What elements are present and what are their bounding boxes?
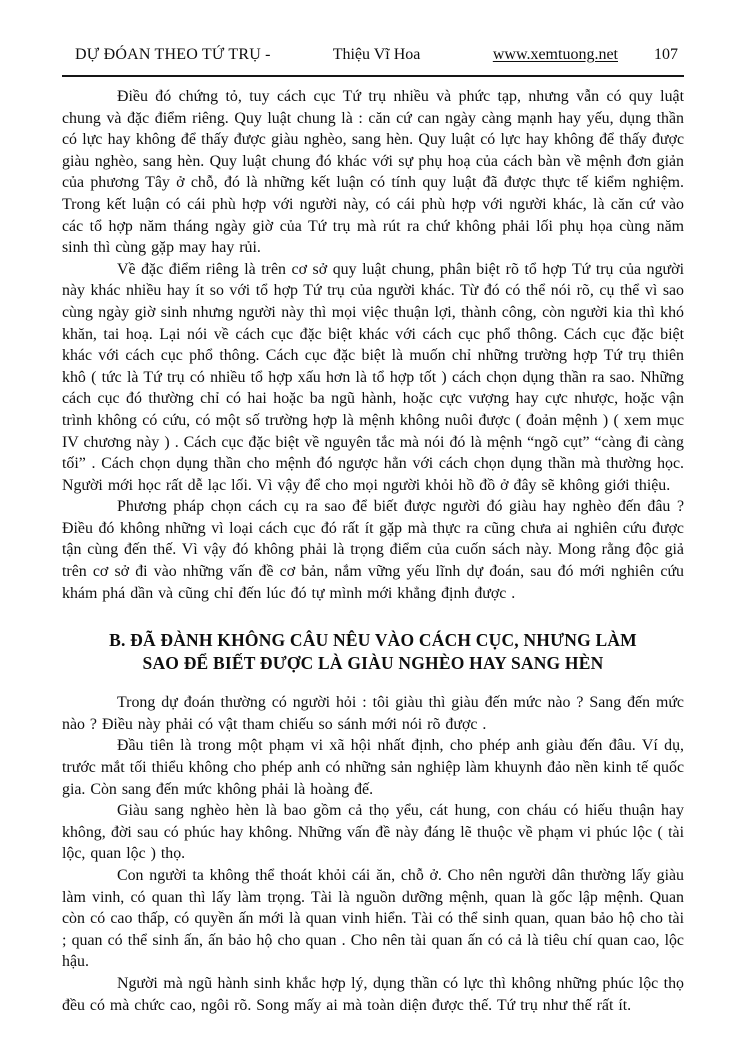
paragraph: Trong dự đoán thường có người hỏi : tôi giàu thì giàu đến mức nào ? Sang đến mức nào ? Điều này phải có vật tham chiếu so sánh mới nói rõ được . — [62, 694, 684, 733]
book-title: DỰ ĐÓAN THEO TỨ TRỤ - — [75, 46, 271, 63]
section-heading-line: SAO ĐỂ BIẾT ĐƯỢC LÀ GIÀU NGHÈO HAY SANG HÈN — [142, 653, 604, 674]
section-heading — [62, 629, 684, 675]
website-link[interactable]: www.xemtuong.net — [492, 46, 618, 63]
paragraph: Giàu sang nghèo hèn là bao gồm cả thọ yểu, cát hung, con cháu có hiếu thuận hay không, đời sau có phúc hay không. Những vấn đề này đáng lẽ thuộc về phạm vi phúc lộc ( tài lộc, quan lộc ) thọ. — [62, 802, 684, 863]
body-text — [62, 86, 684, 1016]
page-header — [62, 46, 684, 64]
paragraph: Về đặc điểm riêng là trên cơ sở quy luật chung, phân biệt rõ tổ hợp Tứ trụ của người này khác nhiều hay ít so với tổ hợp Tứ trụ của người khác. Từ đó có thể nói rõ, cụ thể vì sao cùng ngày giờ sinh nhưng người này thì mọi việc thuận lợi, thành công, còn người kia thì khó khăn, tai hoạ. Lại nói về cách cục đặc biệt khác với cách cục phổ thông. Cách cục đặc biệt khác với cách cục phổ thông. Cách cục đặc biệt là muốn chỉ những trường hợp Tứ trụ thiên khô ( tức là Tứ trụ có nhiều tổ hợp xấu hơn là tổ hợp tốt ) cách chọn dụng thần ra sao. Những cách cục đó thường chỉ có hai hoặc ba ngũ hành, hoặc cực vượng hay cực nhược, hoặc vận trình không có cứu, có một số trường hợp là mệnh không nuôi được ( đoản mệnh ) ( xem mục IV chương này ) . Cách cục đặc biệt về nguyên tắc mà nói đó là mệnh “ngõ cụt” “càng đi càng tối” . Cách chọn dụng thần cho mệnh đó ngược hẳn với cách chọn dụng thần mà thường học. Người mới học rất dễ lạc lối. Vì vậy để cho mọi người khỏi hồ đồ ở đây sẽ không giới thiệu. — [62, 260, 684, 494]
paragraph: Phương pháp chọn cách cụ ra sao để biết được người đó giàu hay nghèo đến đâu ? Điều đó không những vì loại cách cục đó rất ít gặp mà thực ra cũng chưa ai nghiên cứu được tận cùng đến thế. Vì vậy đó không phải là trọng điểm của cuốn sách này. Mong rằng độc giả trên cơ sở đi vào những vấn đề cơ bản, nắm vững yếu lĩnh dự đoán, sau đó mới nghiên cứu khám phá dần và cũng chỉ đến lúc đó tự mình mới khẳng định được . — [62, 498, 684, 602]
paragraph: Con người ta không thể thoát khỏi cái ăn, chỗ ở. Cho nên người dân thường lấy giàu làm vinh, có quan thì lấy làm trọng. Tài là nguồn dưỡng mệnh, quan là gốc lập mệnh. Quan còn có cao thấp, có quyền ấn mới là quan vinh hiển. Tài có thể sinh quan, quan bảo hộ cho tài ; quan có thể sinh ấn, ấn bảo hộ cho quan . Cho nên tài quan ấn có cả là tiêu chí quan cao, lộc hậu. — [62, 867, 684, 971]
section-heading-line: B. ĐÃ ĐÀNH KHÔNG CÂU NÊU VÀO CÁCH CỤC, NHƯNG LÀM — [109, 630, 637, 651]
page-number: 107 — [654, 46, 678, 63]
author-name: Thiệu Vĩ Hoa — [332, 46, 421, 63]
paragraph: Điều đó chứng tỏ, tuy cách cục Tứ trụ nhiều và phức tạp, nhưng vẫn có quy luật chung và đặc điểm riêng. Quy luật chung là : căn cứ can ngày càng mạnh hay yếu, dụng thần có lực hay không để thấy được giàu nghèo, sang hèn. Quy luật có lực hay không để thấy được giàu nghèo, sang hèn. Quy luật chung đó khác với sự phụ hoạ của cách bàn về mệnh đơn giản của phương Tây ở chỗ, đó là những kết luận có tính quy luật đã được thực tế kiểm nghiệm. Trong kết luận có cái phù hợp với người này, có cái phù hợp với người khác, là căn cứ vào các tổ hợp năm tháng ngày giờ của Tứ trụ mà rút ra chứ không phải lối phụ họa cùng năm sinh thì cùng gặp may hay rủi. — [62, 88, 684, 257]
header-divider — [62, 75, 684, 77]
paragraph: Đầu tiên là trong một phạm vi xã hội nhất định, cho phép anh giàu đến đâu. Ví dụ, trước mắt tối thiểu không cho phép anh có những sản nghiệp làm khuynh đảo nền kinh tế quốc gia. Còn sang đến mức không phải là hoàng đế. — [62, 737, 684, 798]
paragraph: Người mà ngũ hành sinh khắc hợp lý, dụng thần có lực thì không những phúc lộc thọ đều có mà chức cao, ngôi rõ. Song mấy ai mà toàn diện được thế. Tứ trụ như thế rất ít. — [62, 974, 684, 1014]
